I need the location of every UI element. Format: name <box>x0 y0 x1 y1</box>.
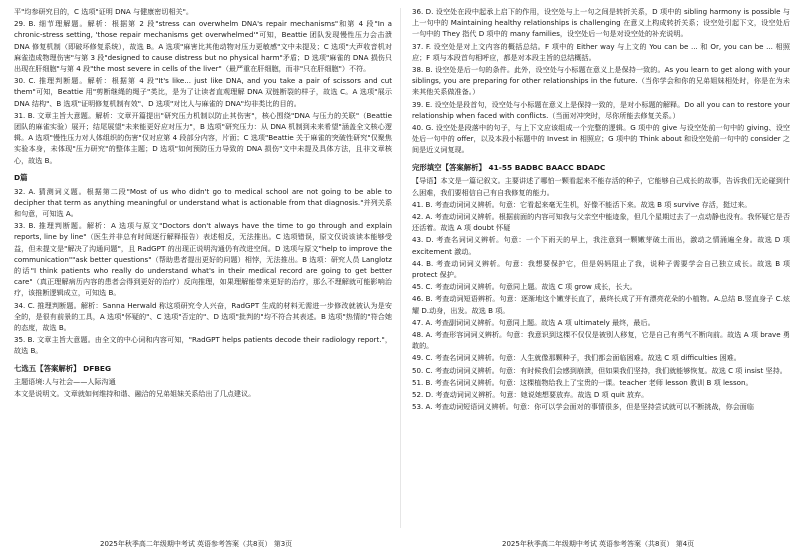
answer-paragraph: 29. B. 细节理解题。解析：根据第 2 段"stress can overwhelm DNA's repair mechanisms"和第 4 段"In a chronic-stress setting, 'those repair mechanisms get overwhelmed'"可知，Beattie 团队发现慢性压力会击溃 DNA 修复机制（即破坏修复系统），故选 B。A 选项"麻害比其他动物对压力更敏感"文中未提及；C 选项"大声收音机对麻雀造成物理伤害"与第 3 段"designed to cause distress but no physical harm"矛盾；D 选项"麻雀的 DNA 损伤只出现在肝细胞"与第 4 段"the most severe in cells of the liver"（最严重在肝细胞，而非"只在肝细胞"）不符。 <box>14 19 392 74</box>
answer-paragraph: 35. B. 文章主旨大意题。由全文的中心词和内容可知，"RadGPT helps patients decode their radiology report."，故选 B。 <box>14 335 392 356</box>
answer-paragraph: 50. C. 考查动词词义辨析。句意：有时候我们会感到崩溃，但如果我们坚持，我们就能够恢复。故选 C 项 insist 坚持。 <box>412 365 787 375</box>
answer-paragraph: 【导语】本文是一篇记叙文。主要讲述了哪怕一颗看起来不能存活的种子，它能够自己成长的故事，告诉我们无论碰到什么困难，我们要相信自己有自我修复的能力。 <box>412 176 790 197</box>
answer-paragraph: 49. C. 考查名词词义辨析。句意：人生就像那颗种子，我们都会面临困难。故选 C 项 difficulties 困难。 <box>412 353 741 363</box>
page-footer-left: 2025年秋季高二年级期中考试 英语参考答案（共8页） 第3页 <box>100 540 293 548</box>
answer-paragraph: 44. B. 考查动词词义辨析。句意：我想要保护它，但是妈妈阻止了我，说种子需要学会自己独立成长。故选 B 项 protect 保护。 <box>412 258 790 279</box>
left-column <box>14 6 392 528</box>
section-title-d: D篇 <box>14 172 28 182</box>
answer-paragraph: 38. B. 设空处是后一句的条件。此外，设空处与小标题在意义上是保持一致的。As you learn to get along with your siblings, you are preparing for other relationships in the future.（当你学会和你的兄弟姐妹相处时，你是在为未来其他关系做准备。） <box>412 65 790 97</box>
answer-paragraph: 30. C. 推理判断题。解析：根据第 4 段"It's like... just like DNA, and you take a pair of scissors and cut them"可知，Beattie 用"剪断继绳的绳子"类比，是为了让读者直观理解 DNA 双链断裂的样子，故选 C。A 选项"展示 DNA 结构"、B 选项"证明修复机制有效"、D 选项"对比人与麻雀的 DNA"均非类比的目的。 <box>14 76 392 108</box>
section-title-seven-five: 七选五【答案解析】 DFBEG <box>14 363 112 373</box>
column-divider <box>400 8 401 528</box>
answer-paragraph: 平"均参研究目的，C 选项"证明 DNA 与健康密切相关"。 <box>14 7 194 16</box>
answer-paragraph: 本文是说明文。文章就如何维持和谐、融洽的兄弟姐妹关系给出了几点建议。 <box>14 389 256 399</box>
answer-paragraph: 33. B. 推理判断题。解析：A 选项与原文"Doctors don't always have the time to go through and explain reports, line by line"（医生并非总有时间逐行解释报告）表述相反，无法推出。C 选项错误，原文仅说该读本能够受益，但未提文是"解决了沟通问题"，且 RadGPT 的出现正说明沟通仍有改进空间。D 选项与原文"help to improve the communication""ask better questions"（帮助患者提出更好的问题）相悖，无法推出。B 选项：研究人员 Langlotz 的话"I think patients who really do understand what's in their medical record are going to get better care"（真正理解病历内容的患者会得到更好的治疗）反向推理，如果理解能带来更好的治疗，那么不理解就可能影响治疗，该推断逻辑成立，可知选 B。 <box>14 221 392 298</box>
answer-paragraph: 53. A. 考查动词短语词义辨析。句意：你可以学会面对的事情很多，但是坚持尝试就可以不断挑战，你会面临 <box>412 402 754 412</box>
answer-paragraph: 主题语境:人与社会——人际沟通 <box>14 377 116 387</box>
answer-paragraph: 34. C. 推理判断题。解析：Sanna Herwald 称这项研究令人兴奋，RadGPT 生成的材料无需进一步修改就被认为是安全的，是很有前景的工具，A 选项"怀疑的"、C 选项"否定的"、D 选项"批判的"均不符合其表述。B 选项"热情的"符合她的态度，故选 B。 <box>14 300 392 332</box>
answer-paragraph: 42. A. 考查动词词义辨析。根据前面的内容可知我与父亲空中能迹象，但几个星期过去了一点动静也没有。我怀疑它是否还活着。故选 A 项 doubt 怀疑 <box>412 211 790 233</box>
answer-paragraph: 45. C. 考查动词词义辨析。句意同上题。故选 C 项 grow 成长，长大。 <box>412 282 637 292</box>
answer-paragraph: 39. E. 设空处是段首句，设空处与小标题在意义上是保持一致的，是对小标题的解释。Do all you can to restore your relationship when faced with conflicts.（当面对冲突时，尽你所能去修复关系。） <box>412 99 790 120</box>
answer-paragraph: 47. A. 考查副词词义辨析。句意同上题。故选 A 项 ultimately 最终，最后。 <box>412 317 655 327</box>
page-footer-right: 2025年秋季高二年级期中考试 英语参考答案（共8页） 第4页 <box>502 540 695 548</box>
answer-paragraph: 46. B. 考查动词短语辨析。句意：逐渐地这个嫩芽长直了，最终长成了开有漂亮花朵的小植物。A.总结 B.竖直身子 C.炫耀 D.动身，出发。故选 B 项。 <box>412 294 790 315</box>
answer-paragraph: 31. B. 文章主旨大意题。解析：文章开篇提出"研究压力机制以防止其伤害"，核心围绕"DNA 与压力的关联"（Beattie 团队的麻雀实验）展开；结尾展望"未来能更好应对压力"，B 选项"研究压力：从 DNA 机制到未来希望"涵盖全文核心逻辑。A 选项"慢性压力对人体组织的伤害"仅对应第 4 段部分内容，片面；C 选项"Beattie 关于麻雀的突破性研究"仅聚焦实验本身，未体现"压力研究"的整体主题；D 选项"如何预防压力导致的 DNA 损伤"文中未提及具体方法，且非文章核心，故选 B。 <box>14 110 392 165</box>
answer-paragraph: 32. A. 猜测词义题。根据第二段"Most of us who didn't go to medical school are not going to be able to decipher that term as anything meaningful or understand what is actionable from that diagnosis."并列关系和句意，可知选 A。 <box>14 186 392 218</box>
answer-paragraph: 52. D. 考查动词词义辨析。句意：她说她想要放弃。故选 D 项 quit 放弃。 <box>412 389 649 399</box>
answer-paragraph: 43. D. 考查名词词义辨析。句意：一个下雨天的早上，我注意到一颗嫩芽破土而出，激动之情涌遍全身。故选 D 项 excitement 激动。 <box>412 235 790 256</box>
answer-paragraph: 40. G. 设空处是段落中的句子，与上下文应该组成一个完整的逻辑。G 项中的 give 与设空处前一句中的 giving、设空处后一句中的 offer，以及本段小标题中的 Invest in 相照应；G 项中的 Think about 和设空处前一句中的 consider 之间是近义词复现。 <box>412 123 790 155</box>
right-column <box>412 6 790 528</box>
answer-paragraph: 37. F. 设空处是对上文内容的概括总结。F 项中的 Either way 与上文的 You can be ... 和 Or, you can be ... 相照应；F 项与本段首句相呼应，都是对本段主旨的总结概括。 <box>412 41 790 62</box>
answer-paragraph: 51. B. 考查名词词义辨析。句意：这棵植物给我上了宝贵的一课。teacher 老师 lesson 教训 B 项 lesson。 <box>412 377 753 387</box>
answer-paragraph: 48. A. 考查形容词词义辨析。句意：我意识到这棵不仅仅是被别人移复，它是自己有勇气不断向前。故选 A 项 brave 勇敢的。 <box>412 329 790 351</box>
answer-paragraph: 41. B. 考查动词词义辨析。句意：它看起来毫无生机，好像不能活下来。故选 B 项 survive 存活，挺过来。 <box>412 199 752 209</box>
answer-paragraph: 36. D. 设空处在段中起承上启下的作用，设空处与上一句之间是转折关系，D 项中的 sibling harmony is possible 与上一句中的 Maintaining healthy relationships is challenging 在意义上构成转折关系；设空处引起下文，设空处后一句中的 They 指代 D 项中的 many families，设空处后一句是对设空处的补充说明。 <box>412 7 790 39</box>
section-title-cloze: 完形填空【答案解析】 41-55 BADBC BAACC BDADC <box>412 162 606 172</box>
